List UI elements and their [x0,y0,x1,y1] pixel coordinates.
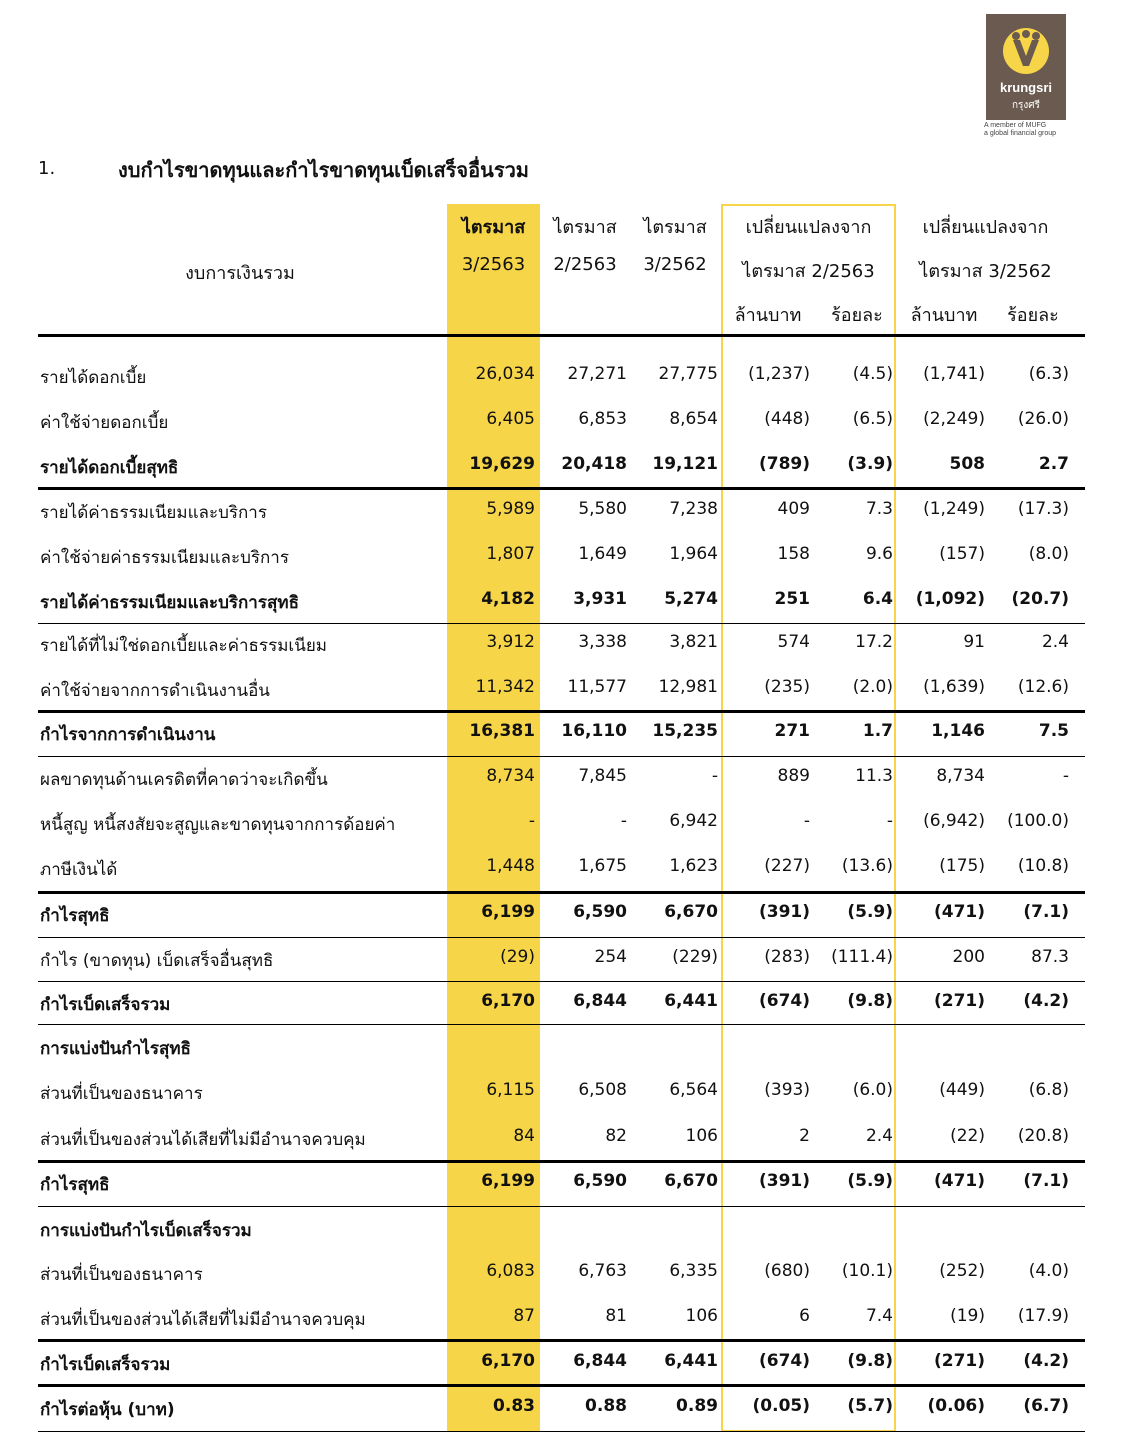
header-change-2: เปลี่ยนแปลงจาก [922,217,1049,238]
cell-chg-q3-mb: (471) [933,1171,985,1191]
cell-q2-2563: 16,110 [561,721,627,741]
row-label: ส่วนที่เป็นของธนาคาร [40,1265,203,1285]
cell-chg-q2-mb: (789) [758,454,810,474]
cell-chg-q2-mb: 409 [777,499,810,519]
cell-chg-q2-mb: (674) [758,1351,810,1371]
cell-chg-q2-pct: 2.4 [865,1126,893,1146]
cell-chg-q2-pct: 9.6 [865,544,893,564]
logo-brand-thai: กรุงศรี [1011,100,1041,111]
cell-chg-q2-pct: 17.2 [855,632,893,652]
cell-chg-q2-pct: - [886,811,893,831]
cell-q3-2562: 6,942 [669,811,718,831]
rule-after-net-interest [38,487,1085,490]
cell-chg-q2-mb: (0.05) [752,1396,810,1416]
cell-chg-q3-pct: (6.3) [1028,364,1069,384]
cell-chg-q3-mb: (449) [939,1080,985,1100]
cell-q3-2563: 6,405 [486,409,535,429]
rule-after-net-profit-2 [38,1206,1085,1207]
row-label: รายได้ค่าธรรมเนียมและบริการ [40,503,267,523]
logo-brand: krungsri [999,80,1052,95]
cell-chg-q3-pct: (6.7) [1023,1396,1069,1416]
cell-q3-2563: 26,034 [475,364,535,384]
cell-q2-2563: 6,844 [573,1351,627,1371]
row-label: รายได้ที่ไม่ใช่ดอกเบี้ยและค่าธรรมเนียม [40,636,327,656]
cell-chg-q3-pct: (8.0) [1028,544,1069,564]
cell-q3-2563: - [528,811,535,831]
cell-chg-q2-pct: (5.9) [847,902,893,922]
cell-q3-2563: 1,448 [486,856,535,876]
cell-chg-q3-mb: (271) [933,991,985,1011]
row-label: รายได้ค่าธรรมเนียมและบริการสุทธิ [40,593,299,613]
cell-chg-q2-pct: (6.5) [852,409,893,429]
cell-q2-2563: 6,508 [578,1080,627,1100]
cell-chg-q3-pct: (12.6) [1017,677,1069,697]
rule-after-net-fee [38,623,1085,624]
cell-q3-2563: 87 [513,1306,535,1326]
cell-chg-q3-pct: (10.8) [1017,856,1069,876]
rule-above-total-comprehensive-2 [38,1339,1085,1342]
cell-q3-2563: 6,083 [486,1261,535,1281]
cell-q3-2562: 6,441 [664,991,718,1011]
cell-chg-q2-mb: 251 [774,589,810,609]
rule-after-total-comprehensive [38,1024,1085,1025]
cell-chg-q2-mb: (235) [764,677,810,697]
cell-chg-q2-mb: (283) [764,947,810,967]
cell-chg-q3-pct: (20.7) [1011,589,1069,609]
cell-q2-2563: 6,853 [578,409,627,429]
header-q1-period: 3/2563 [461,254,526,275]
row-label: กำไร (ขาดทุน) เบ็ดเสร็จอื่นสุทธิ [40,951,274,971]
cell-chg-q2-mb: (391) [758,902,810,922]
cell-chg-q2-pct: 1.7 [862,721,893,741]
row-label: ส่วนที่เป็นของธนาคาร [40,1084,203,1104]
krungsri-logo [986,14,1066,120]
cell-q2-2563: 3,338 [578,632,627,652]
cell-q2-2563: 81 [605,1306,627,1326]
rule-header [38,334,1085,337]
cell-chg-q2-mb: (680) [764,1261,810,1281]
header-change-1-unit-pct: ร้อยละ [831,305,883,326]
cell-chg-q3-mb: (157) [939,544,985,564]
krungsri-emblem-icon [1001,26,1051,76]
cell-chg-q2-mb: 6 [799,1306,810,1326]
cell-q3-2563: 0.83 [493,1396,535,1416]
row-label: ส่วนที่เป็นของส่วนได้เสียที่ไม่มีอำนาจควบคุม [40,1130,366,1150]
cell-chg-q2-mb: 2 [799,1126,810,1146]
cell-q3-2563: 6,170 [481,991,535,1011]
tagline-line-2: a global financial group [984,130,1056,137]
cell-chg-q2-pct: (6.0) [852,1080,893,1100]
cell-chg-q3-pct: (17.3) [1017,499,1069,519]
cell-q2-2563: 0.88 [585,1396,627,1416]
cell-chg-q3-pct: 87.3 [1031,947,1069,967]
cell-q2-2563: 6,590 [573,902,627,922]
row-label: การแบ่งปันกำไรเบ็ดเสร็จรวม [40,1221,252,1241]
cell-chg-q2-pct: 11.3 [855,766,893,786]
cell-chg-q3-mb: (19) [950,1306,985,1326]
cell-chg-q3-mb: (175) [939,856,985,876]
cell-chg-q3-mb: (271) [933,1351,985,1371]
cell-chg-q2-mb: 158 [777,544,810,564]
cell-chg-q2-mb: 574 [777,632,810,652]
cell-chg-q2-pct: (2.0) [852,677,893,697]
cell-chg-q3-pct: (100.0) [1007,811,1069,831]
cell-chg-q3-mb: (471) [933,902,985,922]
cell-q3-2563: 8,734 [486,766,535,786]
cell-chg-q3-pct: (4.2) [1023,991,1069,1011]
cell-q2-2563: 6,763 [578,1261,627,1281]
cell-chg-q3-mb: (1,741) [923,364,985,384]
cell-q3-2562: 1,623 [669,856,718,876]
row-label: ภาษีเงินได้ [40,860,118,880]
cell-q3-2562: 106 [685,1306,718,1326]
cell-q3-2563: (29) [500,947,535,967]
row-label: รายได้ดอกเบี้ย [40,368,147,388]
cell-chg-q3-mb: (252) [939,1261,985,1281]
cell-q3-2562: 6,335 [669,1261,718,1281]
cell-chg-q2-pct: 6.4 [862,589,893,609]
cell-chg-q3-mb: (1,639) [923,677,985,697]
rule-above-total-comprehensive [38,981,1085,982]
header-change-1-period: ไตรมาส 2/2563 [742,261,875,282]
cell-q3-2563: 1,807 [486,544,535,564]
cell-chg-q2-pct: (3.9) [847,454,893,474]
rule-bottom [38,1431,1085,1432]
cell-chg-q2-pct: 7.4 [865,1306,893,1326]
cell-chg-q3-pct: (26.0) [1017,409,1069,429]
cell-q2-2563: 1,649 [578,544,627,564]
row-label: กำไรสุทธิ [40,906,110,926]
cell-q3-2562: 19,121 [652,454,718,474]
cell-q2-2563: 7,845 [578,766,627,786]
cell-q3-2563: 6,170 [481,1351,535,1371]
cell-chg-q3-pct: (4.0) [1028,1261,1069,1281]
tagline-line-1: A member of MUFG [984,122,1047,129]
cell-chg-q3-pct: (17.9) [1017,1306,1069,1326]
cell-chg-q2-mb: (227) [764,856,810,876]
cell-chg-q3-pct: (6.8) [1028,1080,1069,1100]
cell-chg-q2-pct: (5.9) [847,1171,893,1191]
header-row-label: งบการเงินรวม [185,263,295,284]
cell-q2-2563: 27,271 [567,364,627,384]
header-q3-period: 3/2562 [643,254,707,275]
cell-chg-q2-mb: (393) [764,1080,810,1100]
cell-q3-2562: 12,981 [658,677,718,697]
cell-q3-2563: 6,115 [486,1080,535,1100]
cell-chg-q3-pct: - [1062,766,1069,786]
logo-tagline [984,122,1074,138]
row-label: หนี้สูญ หนี้สงสัยจะสูญและขาดทุนจากการด้อยค่า [40,815,396,835]
cell-chg-q2-mb: (448) [764,409,810,429]
header-change-1-unit-mb: ล้านบาท [734,305,802,326]
cell-chg-q3-pct: (7.1) [1023,1171,1069,1191]
cell-q3-2562: 3,821 [669,632,718,652]
header-change-2-period: ไตรมาส 3/2562 [919,261,1052,282]
cell-q3-2563: 6,199 [481,1171,535,1191]
cell-chg-q2-mb: (674) [758,991,810,1011]
row-label: กำไรสุทธิ [40,1175,110,1195]
cell-chg-q3-mb: 200 [952,947,985,967]
cell-q2-2563: 20,418 [561,454,627,474]
cell-q2-2563: 254 [594,947,627,967]
cell-q2-2563: 6,590 [573,1171,627,1191]
section-number: 1. [38,158,56,179]
cell-chg-q2-pct: (10.1) [841,1261,893,1281]
cell-q3-2563: 4,182 [481,589,535,609]
cell-q3-2563: 6,199 [481,902,535,922]
rule-after-operating-profit [38,756,1085,757]
cell-chg-q2-pct: (13.6) [841,856,893,876]
cell-chg-q2-pct: (5.7) [847,1396,893,1416]
row-label: ค่าใช้จ่ายดอกเบี้ย [40,413,169,433]
rule-after-net-profit [38,937,1085,938]
cell-q3-2562: (229) [672,947,718,967]
row-label: กำไรเบ็ดเสร็จรวม [40,995,171,1015]
row-label: กำไรจากการดำเนินงาน [40,725,216,745]
row-label: ผลขาดทุนด้านเครดิตที่คาดว่าจะเกิดขึ้น [40,770,328,790]
cell-q2-2563: 6,844 [573,991,627,1011]
header-q2-period: 2/2563 [553,254,617,275]
cell-q2-2563: 1,675 [578,856,627,876]
cell-chg-q3-pct: (20.8) [1017,1126,1069,1146]
cell-q3-2563: 84 [513,1126,535,1146]
cell-q3-2562: 27,775 [658,364,718,384]
cell-q3-2562: - [711,766,718,786]
header-q1-label: ไตรมาส [461,217,526,238]
cell-q3-2562: 1,964 [669,544,718,564]
cell-chg-q3-pct: 7.5 [1038,721,1069,741]
header-change-1: เปลี่ยนแปลงจาก [745,217,872,238]
row-label: กำไรต่อหุ้น (บาท) [40,1400,175,1420]
cell-q2-2563: 11,577 [567,677,627,697]
row-label: ค่าใช้จ่ายจากการดำเนินงานอื่น [40,681,270,701]
cell-chg-q2-mb: - [803,811,810,831]
cell-chg-q3-mb: 508 [949,454,985,474]
cell-chg-q3-pct: 2.4 [1041,632,1069,652]
cell-q3-2562: 6,564 [669,1080,718,1100]
cell-q3-2562: 5,274 [664,589,718,609]
cell-q3-2562: 6,670 [664,902,718,922]
header-q2-label: ไตรมาส [553,217,617,238]
cell-chg-q3-pct: (4.2) [1023,1351,1069,1371]
cell-chg-q3-mb: (2,249) [923,409,985,429]
cell-q3-2562: 0.89 [676,1396,718,1416]
cell-q2-2563: - [620,811,627,831]
row-label: ส่วนที่เป็นของส่วนได้เสียที่ไม่มีอำนาจควบคุม [40,1310,366,1330]
cell-q3-2562: 106 [685,1126,718,1146]
cell-chg-q3-mb: (1,092) [915,589,985,609]
cell-chg-q3-mb: (22) [950,1126,985,1146]
row-label: การแบ่งปันกำไรสุทธิ [40,1039,191,1059]
cell-chg-q2-mb: 271 [774,721,810,741]
header-change-2-unit-mb: ล้านบาท [910,305,978,326]
cell-q3-2562: 6,670 [664,1171,718,1191]
cell-q3-2563: 5,989 [486,499,535,519]
cell-chg-q2-pct: (9.8) [847,991,893,1011]
header-q3-label: ไตรมาส [643,217,707,238]
cell-q3-2563: 11,342 [475,677,535,697]
cell-chg-q2-pct: (4.5) [852,364,893,384]
cell-q3-2562: 8,654 [669,409,718,429]
cell-chg-q2-mb: 889 [777,766,810,786]
rule-above-net-profit-2 [38,1160,1085,1163]
cell-chg-q3-mb: (0.06) [927,1396,985,1416]
cell-chg-q3-pct: 2.7 [1038,454,1069,474]
header-change-2-unit-pct: ร้อยละ [1007,305,1059,326]
rule-above-eps [38,1384,1085,1387]
section-title: งบกำไรขาดทุนและกำไรขาดทุนเบ็ดเสร็จอื่นรวม [118,158,529,182]
cell-q3-2563: 19,629 [469,454,535,474]
cell-chg-q3-mb: (6,942) [923,811,985,831]
cell-chg-q2-mb: (1,237) [748,364,810,384]
cell-q2-2563: 5,580 [578,499,627,519]
cell-chg-q2-pct: (9.8) [847,1351,893,1371]
cell-q3-2562: 7,238 [669,499,718,519]
cell-q3-2563: 3,912 [486,632,535,652]
cell-chg-q2-pct: (111.4) [831,947,893,967]
cell-chg-q3-mb: 1,146 [931,721,985,741]
cell-q2-2563: 82 [605,1126,627,1146]
rule-above-net-profit [38,891,1085,894]
cell-chg-q3-mb: 8,734 [936,766,985,786]
cell-chg-q3-pct: (7.1) [1023,902,1069,922]
cell-chg-q2-pct: 7.3 [865,499,893,519]
cell-chg-q3-mb: 91 [963,632,985,652]
cell-q3-2562: 15,235 [652,721,718,741]
rule-above-operating-profit [38,710,1085,713]
row-label: ค่าใช้จ่ายค่าธรรมเนียมและบริการ [40,548,289,568]
cell-chg-q2-mb: (391) [758,1171,810,1191]
cell-q3-2563: 16,381 [469,721,535,741]
cell-q2-2563: 3,931 [573,589,627,609]
row-label: กำไรเบ็ดเสร็จรวม [40,1355,171,1375]
row-label: รายได้ดอกเบี้ยสุทธิ [40,458,179,478]
cell-chg-q3-mb: (1,249) [923,499,985,519]
cell-q3-2562: 6,441 [664,1351,718,1371]
